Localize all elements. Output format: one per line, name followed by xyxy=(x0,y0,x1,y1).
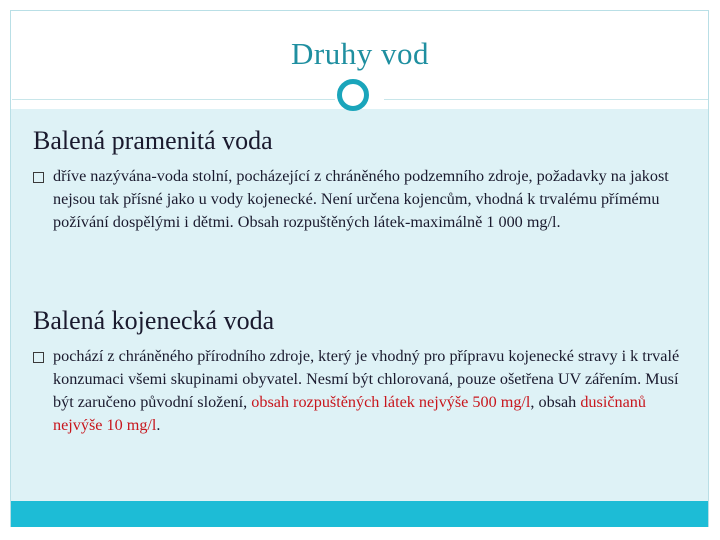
highlight-nitrates: dusičnanů nejvýše 10 mg/l xyxy=(53,393,646,434)
highlight-dissolved-solids: obsah rozpuštěných látek nejvýše 500 mg/l xyxy=(251,393,531,411)
slide-title: Druhy vod xyxy=(291,36,429,71)
section-heading-pramenita: Balená pramenitá voda xyxy=(33,126,273,155)
title-divider-right xyxy=(384,99,708,100)
text-segment: . xyxy=(156,416,161,434)
text-segment: pochází z chráněného přírodního zdroje, který je vhodný pro přípravu kojenecké stravy i k trvalé konzumaci všemi skupinami obyvatel. Nesmí být chlorovaná, pouze ošetřena UV zářením. Musí být zaručeno původní složení, xyxy=(53,347,680,411)
circle-ornament-icon xyxy=(337,79,369,111)
text-segment: , obsah xyxy=(530,393,581,411)
footer-bar xyxy=(11,501,708,527)
title-divider-left xyxy=(12,99,335,100)
section-heading-kojenecka: Balená kojenecká voda xyxy=(33,306,275,335)
square-bullet-icon xyxy=(33,172,44,183)
section-text-kojenecka xyxy=(53,345,693,437)
square-bullet-icon xyxy=(33,352,44,363)
section-text-pramenita: dříve nazývána-voda stolní, pocházející z chráněného podzemního zdroje, požadavky na jakost nejsou tak přísné jako u vody kojenecké. Není určena kojencům, vhodná k trvalému přímému požívání dospělými i dětmi. Obsah rozpuštěných látek-maximálně 1 000 mg/l. xyxy=(53,167,669,231)
